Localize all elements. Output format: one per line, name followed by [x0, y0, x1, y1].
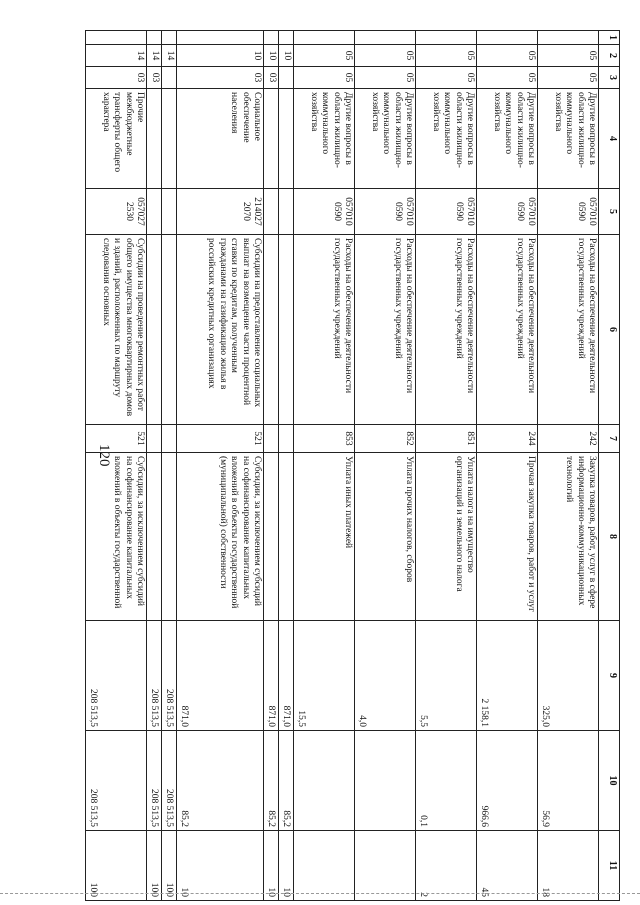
cell-description — [279, 89, 294, 189]
cell-description: Другие вопросы в области жилищно-коммунального хозяйства — [355, 89, 416, 189]
scan-edge — [0, 893, 640, 895]
table-row — [538, 31, 599, 901]
page-number: 120 — [96, 444, 112, 467]
cell-percent — [355, 831, 416, 901]
cell-percent: 10 — [177, 831, 264, 901]
table-row — [162, 31, 177, 901]
cell-subsection: 05 — [355, 67, 416, 89]
cell-subsection: 03 — [147, 67, 162, 89]
cell-plan-value: 871,0 — [264, 621, 279, 731]
cell-type-code — [147, 425, 162, 453]
cell-subsection: 05 — [477, 67, 538, 89]
column-header-10: 10 — [599, 731, 620, 831]
cell-type-code: 521 — [177, 425, 264, 453]
cell-type-name — [264, 453, 279, 621]
cell-type-code: 853 — [294, 425, 355, 453]
cell-expense-name: Расходы на обеспечение деятельности государственных учреждений — [538, 235, 599, 425]
cell-target-code: 214027 2070 — [177, 189, 264, 235]
cell-executed-value: 56,9 — [538, 731, 599, 831]
cell-col1 — [162, 31, 177, 45]
cell-section: 05 — [355, 45, 416, 67]
cell-plan-value: 325,0 — [538, 621, 599, 731]
cell-plan-value: 208 513,5 — [86, 621, 147, 731]
cell-target-code: 057010 0590 — [355, 189, 416, 235]
column-header-9: 9 — [599, 621, 620, 731]
cell-type-name — [162, 453, 177, 621]
cell-type-code: 851 — [416, 425, 477, 453]
cell-expense-name — [162, 235, 177, 425]
cell-type-name: Закупка товаров, работ, услуг в сфере информационно-коммуникационных технологий — [538, 453, 599, 621]
cell-subsection: 03 — [86, 67, 147, 89]
cell-type-name: Уплата прочих налогов, сборов — [355, 453, 416, 621]
table-row — [477, 31, 538, 901]
column-header-3: 3 — [599, 67, 620, 89]
cell-subsection: 05 — [294, 67, 355, 89]
cell-type-name: Прочая закупка товаров, работ и услуг — [477, 453, 538, 621]
cell-section: 10 — [177, 45, 264, 67]
cell-percent: 100 — [162, 831, 177, 901]
cell-description — [147, 89, 162, 189]
cell-executed-value: 85,2 — [279, 731, 294, 831]
cell-col1 — [264, 31, 279, 45]
cell-section: 14 — [162, 45, 177, 67]
header-row — [599, 31, 620, 901]
cell-subsection: 05 — [416, 67, 477, 89]
cell-executed-value: 208 513,5 — [147, 731, 162, 831]
cell-target-code: 057010 0590 — [477, 189, 538, 235]
cell-col1 — [355, 31, 416, 45]
cell-target-code — [162, 189, 177, 235]
column-header-5: 5 — [599, 189, 620, 235]
cell-section: 05 — [477, 45, 538, 67]
cell-description: Социальное обеспечение населения — [177, 89, 264, 189]
cell-expense-name: Расходы на обеспечение деятельности государственных учреждений — [294, 235, 355, 425]
cell-section: 14 — [86, 45, 147, 67]
cell-executed-value — [355, 731, 416, 831]
table-body — [86, 31, 599, 901]
cell-target-code: 057027 2530 — [86, 189, 147, 235]
table-row — [86, 31, 147, 901]
table-row — [264, 31, 279, 901]
column-header-6: 6 — [599, 235, 620, 425]
cell-description: Другие вопросы в области жилищно-коммунального хозяйства — [477, 89, 538, 189]
cell-type-code: 521 — [86, 425, 147, 453]
cell-executed-value — [294, 731, 355, 831]
cell-description: Другие вопросы в области жилищно-коммунального хозяйства — [294, 89, 355, 189]
cell-target-code: 057010 0590 — [416, 189, 477, 235]
cell-type-name: Субсидии, за исключением субсидий на софинансирование капитальных вложений в объекты государственной — [86, 453, 147, 621]
cell-col1 — [279, 31, 294, 45]
cell-plan-value: 208 513,5 — [147, 621, 162, 731]
cell-executed-value: 85,2 — [264, 731, 279, 831]
cell-description: Прочие межбюджетные трансферты общего характера — [86, 89, 147, 189]
cell-target-code — [147, 189, 162, 235]
cell-type-name — [147, 453, 162, 621]
table-row — [147, 31, 162, 901]
cell-type-code — [264, 425, 279, 453]
cell-executed-value: 208 513,5 — [162, 731, 177, 831]
cell-col1 — [86, 31, 147, 45]
cell-subsection: 03 — [264, 67, 279, 89]
cell-expense-name — [264, 235, 279, 425]
cell-executed-value: 966,6 — [477, 731, 538, 831]
cell-type-name: Уплата иных платежей — [294, 453, 355, 621]
cell-type-name: Уплата налога на имущество организаций и земельного налога — [416, 453, 477, 621]
cell-expense-name: Расходы на обеспечение деятельности государственных учреждений — [355, 235, 416, 425]
cell-executed-value: 0,1 — [416, 731, 477, 831]
cell-type-name: Субсидии, за исключением субсидий на софинансирование капитальных вложений в объекты государственной (муниципальной) собственности — [177, 453, 264, 621]
cell-section: 05 — [538, 45, 599, 67]
column-header-4: 4 — [599, 89, 620, 189]
cell-target-code: 057010 0590 — [294, 189, 355, 235]
cell-col1 — [294, 31, 355, 45]
cell-percent — [294, 831, 355, 901]
table-row — [355, 31, 416, 901]
cell-section: 05 — [416, 45, 477, 67]
column-header-7: 7 — [599, 425, 620, 453]
cell-type-code — [279, 425, 294, 453]
cell-percent: 2 — [416, 831, 477, 901]
column-header-8: 8 — [599, 453, 620, 621]
cell-section: 05 — [294, 45, 355, 67]
rotated-table-container — [60, 30, 620, 900]
cell-percent: 10 — [279, 831, 294, 901]
cell-type-code — [162, 425, 177, 453]
cell-percent: 45 — [477, 831, 538, 901]
table-row — [279, 31, 294, 901]
cell-col1 — [177, 31, 264, 45]
cell-target-code: 057010 0590 — [538, 189, 599, 235]
cell-plan-value: 4,0 — [355, 621, 416, 731]
cell-type-name — [279, 453, 294, 621]
cell-col1 — [147, 31, 162, 45]
cell-col1 — [477, 31, 538, 45]
cell-plan-value: 871,0 — [177, 621, 264, 731]
cell-description: Другие вопросы в области жилищно-коммунального хозяйства — [416, 89, 477, 189]
cell-target-code — [264, 189, 279, 235]
cell-plan-value: 5,5 — [416, 621, 477, 731]
cell-plan-value: 208 513,5 — [162, 621, 177, 731]
cell-col1 — [538, 31, 599, 45]
budget-table — [85, 30, 620, 901]
cell-type-code: 852 — [355, 425, 416, 453]
cell-expense-name: Субсидии на проведение ремонтных работ общего имущества многоквартирных домов и зданий, расположенных по маршруту следования основных — [86, 235, 147, 425]
column-header-11: 11 — [599, 831, 620, 901]
column-header-1: 1 — [599, 31, 620, 45]
cell-plan-value: 871,0 — [279, 621, 294, 731]
cell-percent: 10 — [264, 831, 279, 901]
cell-target-code — [279, 189, 294, 235]
cell-expense-name — [279, 235, 294, 425]
table-row — [177, 31, 264, 901]
cell-plan-value: 15,5 — [294, 621, 355, 731]
cell-subsection: 05 — [538, 67, 599, 89]
cell-expense-name: Расходы на обеспечение деятельности государственных учреждений — [477, 235, 538, 425]
cell-description: Другие вопросы в области жилищно-коммунального хозяйства — [538, 89, 599, 189]
cell-expense-name — [147, 235, 162, 425]
cell-expense-name: Субсидии на предоставление социальных выплат на возмещение части процентной ставки по кредитам, полученным гражданами на газификацию жилья в российских кредитных организациях — [177, 235, 264, 425]
table-row — [416, 31, 477, 901]
cell-col1 — [416, 31, 477, 45]
cell-section: 10 — [264, 45, 279, 67]
cell-percent: 18 — [538, 831, 599, 901]
cell-section: 10 — [279, 45, 294, 67]
cell-section: 14 — [147, 45, 162, 67]
table-row — [294, 31, 355, 901]
cell-plan-value: 2 158,1 — [477, 621, 538, 731]
cell-expense-name: Расходы на обеспечение деятельности государственных учреждений — [416, 235, 477, 425]
cell-executed-value: 85,2 — [177, 731, 264, 831]
cell-type-code: 242 — [538, 425, 599, 453]
cell-subsection — [162, 67, 177, 89]
column-header-2: 2 — [599, 45, 620, 67]
cell-subsection: 03 — [177, 67, 264, 89]
cell-percent: 100 — [86, 831, 147, 901]
cell-executed-value: 208 513,5 — [86, 731, 147, 831]
cell-type-code: 244 — [477, 425, 538, 453]
cell-description — [264, 89, 279, 189]
cell-description — [162, 89, 177, 189]
cell-percent: 100 — [147, 831, 162, 901]
cell-subsection — [279, 67, 294, 89]
